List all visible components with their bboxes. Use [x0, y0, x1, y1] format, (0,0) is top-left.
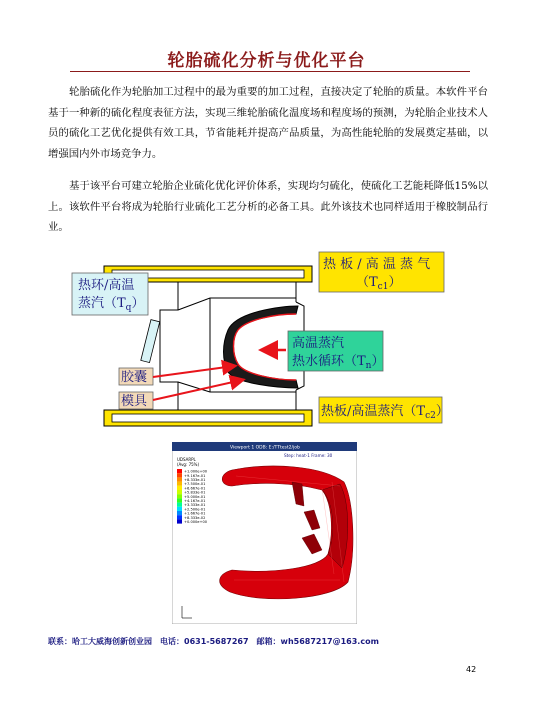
- sim-legend-swatch: [177, 511, 182, 515]
- label-left-line1: 热环/高温: [78, 278, 135, 293]
- label-bottom-right-sub: c2: [425, 411, 436, 421]
- sim-legend-swatch: [177, 494, 182, 498]
- label-center-end: ）: [371, 354, 385, 369]
- label-center-sub: n: [365, 361, 372, 371]
- sim-legend-value: +9.167e-01: [184, 473, 206, 478]
- svg-text:热水循环（Tn）: [292, 353, 384, 371]
- label-bottom-right-end: ）: [435, 404, 449, 419]
- intro-paragraph: 轮胎硫化作为轮胎加工过程中的最为重要的加工过程，直接决定了轮胎的质量。本软件平台基于一种新的硫化程度表征方法，实现三维轮胎硫化温度场和程度场的预测，为轮胎企业技术人员的硫化工艺优化提供有效工具，节省能耗并提高产品质量，为高性能轮胎的发展奠定基础，以增强国内外市场竞争力。: [48, 86, 488, 160]
- sim-legend-swatch: [177, 477, 182, 481]
- label-top-right-end: ）: [388, 275, 402, 290]
- sim-legend-value: +5.833e-01: [184, 490, 206, 495]
- sim-legend-title-1: UDSARPL: [177, 457, 196, 462]
- label-bottom-right: 热板/高温蒸汽（T: [321, 404, 426, 419]
- sim-legend-value: +5.000e-01: [184, 494, 206, 499]
- label-bladder: 胶囊: [121, 370, 148, 385]
- sim-header: Viewport 1 ODB: E:/TTtest2/job: [230, 445, 300, 451]
- label-center-line1: 高温蒸汽: [292, 336, 345, 351]
- sim-legend-value: +4.167e-01: [184, 499, 206, 503]
- contact-footer: 联系：哈工大威海创新创业园 电话：0631-5687267 邮箱：wh5687217@163.com: [48, 637, 379, 646]
- label-center-line2: 热水循环（T: [292, 354, 366, 369]
- sim-legend-swatch: [177, 469, 182, 473]
- sim-legend-value: +8.333e-01: [184, 478, 206, 482]
- label-top-right-sub: c1: [377, 282, 389, 292]
- arrow-mold: [153, 380, 242, 400]
- sim-legend-value: +7.500e-01: [184, 482, 206, 487]
- sim-legend-value: +1.000e+00: [184, 469, 208, 474]
- heating-ring: [141, 320, 160, 363]
- sim-legend-value: +2.500e-01: [184, 507, 206, 512]
- sim-legend-swatch: [177, 507, 182, 511]
- title-underline: [70, 71, 470, 72]
- sim-legend-value: +0.000e+00: [184, 520, 208, 524]
- sim-legend-value: +8.333e-02: [184, 515, 206, 520]
- label-left-end: ）: [131, 296, 145, 311]
- simulation-image: [172, 442, 357, 624]
- arrow-bladder: [153, 366, 234, 377]
- benefit-paragraph: 基于该平台可建立轮胎企业硫化优化评价体系，实现均匀硫化，使硫化工艺能耗降低15%以上。该软件平台将成为轮胎行业硫化工艺分析的必备工具。此外该技术也同样适用于橡胶制品行业。: [48, 180, 488, 233]
- sim-legend-swatch: [177, 490, 182, 494]
- label-left-sub: q: [125, 303, 132, 313]
- sim-legend-swatch: [177, 498, 182, 502]
- sim-legend-title-2: (Avg: 75%): [177, 462, 200, 467]
- sim-legend-value: +6.667e-01: [184, 486, 206, 491]
- sim-step-text: Step: heat-1 Frame: 30: [284, 453, 333, 458]
- page-title: 轮胎硫化分析与优化平台: [167, 51, 366, 71]
- curing-diagram: [60, 240, 480, 445]
- sim-legend: [177, 469, 208, 524]
- sim-legend-value: +1.667e-01: [184, 511, 206, 516]
- sim-legend-swatch: [177, 503, 182, 507]
- label-top-right-line1: 热 板 / 高 温 蒸 气: [323, 257, 431, 272]
- label-left-line2: 蒸汽（T: [78, 296, 126, 311]
- label-mold: 模具: [121, 394, 148, 409]
- sim-legend-swatch: [177, 519, 182, 523]
- sim-legend-swatch: [177, 515, 182, 519]
- sim-legend-value: +3.333e-01: [184, 503, 206, 508]
- sim-legend-swatch: [177, 486, 182, 490]
- page-number: 42: [466, 665, 477, 674]
- sim-legend-swatch: [177, 473, 182, 477]
- label-top-right-line2: （T: [356, 275, 378, 290]
- svg-text:蒸汽（Tq）: [78, 295, 144, 313]
- sim-legend-swatch: [177, 482, 182, 486]
